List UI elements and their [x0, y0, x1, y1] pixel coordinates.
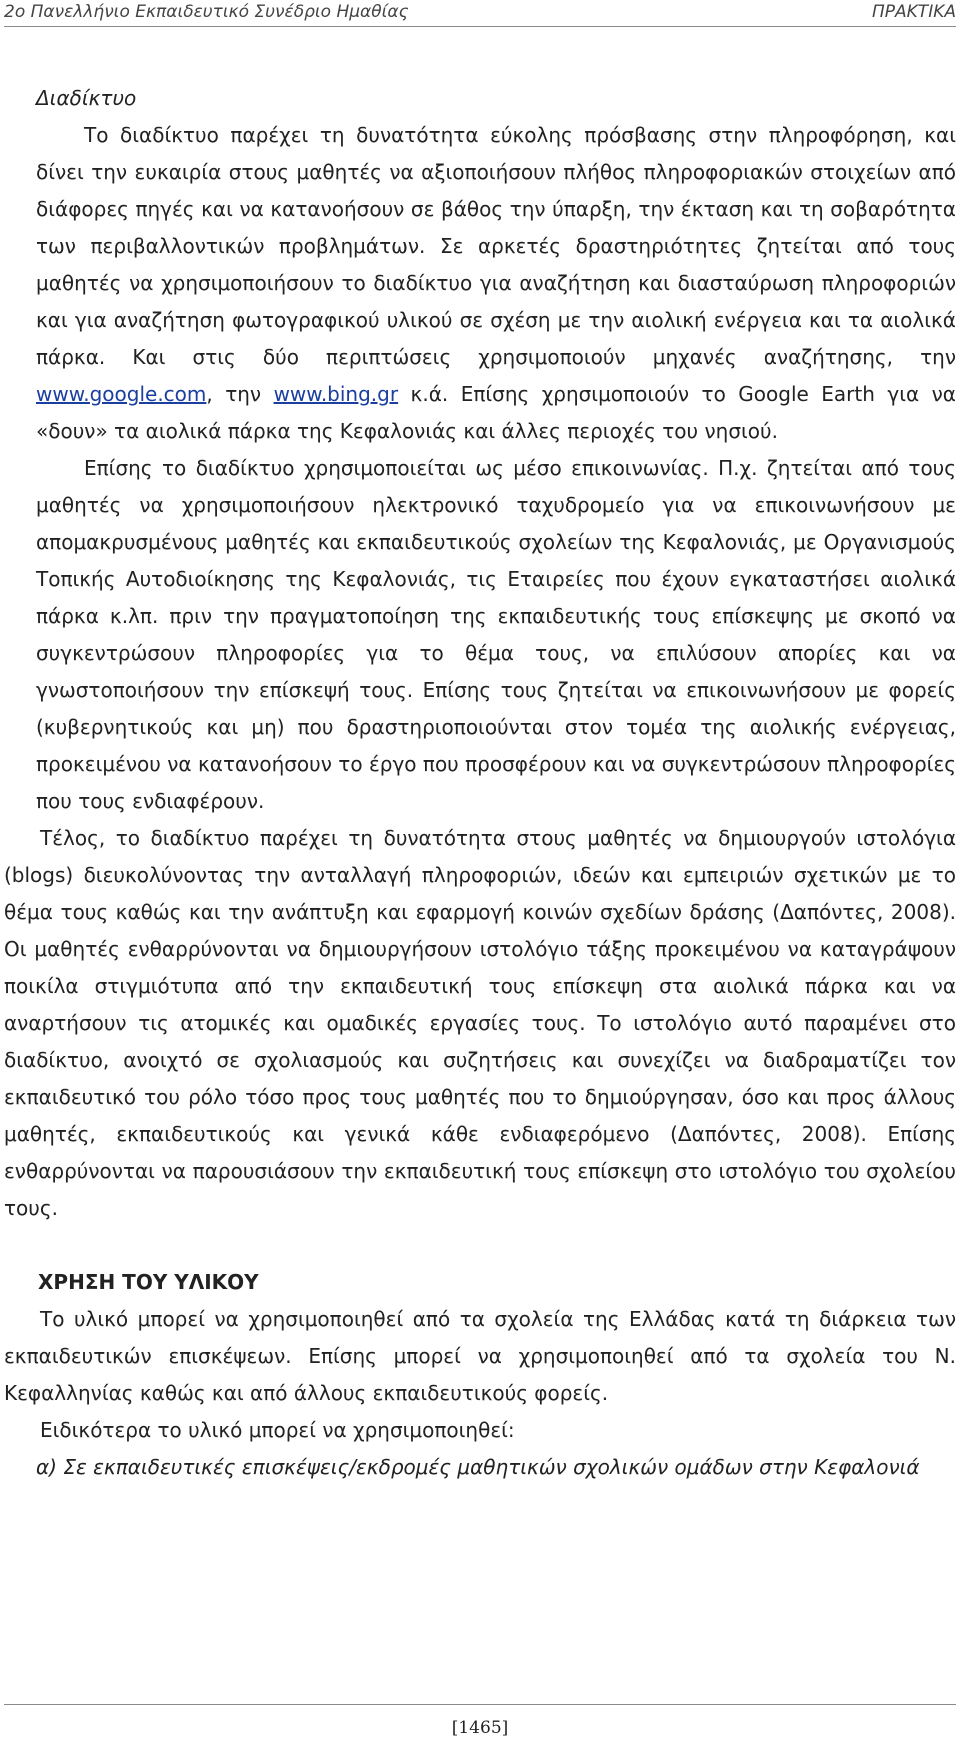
- google-link[interactable]: www.google.com: [36, 382, 207, 406]
- paragraph-internet-access: [36, 117, 956, 450]
- footer-rule: [4, 1704, 956, 1705]
- proceedings-label: ΠΡΑΚΤΙΚΑ: [872, 2, 956, 22]
- paragraph-specifically: Ειδικότερα το υλικό μπορεί να χρησιμοποιηθεί:: [40, 1418, 515, 1442]
- document-body: [4, 80, 956, 1486]
- spacer: [4, 1227, 956, 1264]
- paragraph-text: κ.ά. Επίσης χρησιμοποιούν το Google Earth για να «δουν» τα αιολικά πάρκα της Κεφαλονιάς και άλλες περιοχές του νησιού.: [36, 382, 956, 443]
- paragraph-communication: Επίσης το διαδίκτυο χρησιμοποιείται ως μέσο επικοινωνίας. Π.χ. ζητείται από τους μαθητές να χρησιμοποιήσουν ηλεκτρονικό ταχυδρομείο για να επικοινωνήσουν με απομακρυσμένους μαθητές και εκπαιδευτικούς σχολείων της Κεφαλονιάς, με Οργανισμούς Τοπικής Αυτοδιοίκησης της Κεφαλονιάς, τις Εταιρείες που έχουν εγκαταστήσει αιολικά πάρκα κ.λπ. πριν την πραγματοποίηση της εκπαιδευτικής τους επίσκεψης με σκοπό να συγκεντρώσουν πληροφορίες για το θέμα τους, να επιλύσουν απορίες και να γνωστοποιήσουν την επίσκεψή τους. Επίσης τους ζητείται να επικοινωνήσουν με φορείς (κυβερνητικούς και μη) που δραστηριοποιούνται στον τομέα της αιολικής ενέργειας, προκειμένου να κατανοήσουν το έργο που προσφέρουν και να συγκεντρώσουν πληροφορίες που τους ενδιαφέρουν.: [36, 456, 956, 813]
- conference-title: 2ο Πανελλήνιο Εκπαιδευτικό Συνέδριο Ημαθίας: [4, 2, 409, 22]
- page-number: [1465]: [451, 1718, 509, 1738]
- paragraph-text: , την: [206, 382, 274, 406]
- paragraph-material-use: Το υλικό μπορεί να χρησιμοποιηθεί από τα σχολεία της Ελλάδας κατά τη διάρκεια των εκπαιδευτικών επισκέψεων. Επίσης μπορεί να χρησιμοποιηθεί από τα σχολεία του Ν. Κεφαλληνίας καθώς και από άλλους εκπαιδευτικούς φορείς.: [4, 1307, 956, 1405]
- paragraph-text: Το διαδίκτυο παρέχει τη δυνατότητα εύκολης πρόσβασης στην πληροφόρηση, και δίνει την ευκαιρία στους μαθητές να αξιοποιήσουν πλήθος πληροφοριακών στοιχείων από διάφορες πηγές και να κατανοήσουν σε βάθος την ύπαρξη, την έκταση και τη σοβαρότητα των περιβαλλοντικών προβλημάτων. Σε αρκετές δραστηριότητες ζητείται από τους μαθητές να χρησιμοποιήσουν το διαδίκτυο για αναζήτηση και διασταύρωση πληροφοριών και για αναζήτηση φωτογραφικού υλικού σε σχέση με την αιολική ενέργεια και τα αιολικά πάρκα. Και στις δύο περιπτώσεις χρησιμοποιούν μηχανές αναζήτησης, την: [36, 123, 956, 369]
- section-heading-material-use: ΧΡΗΣΗ ΤΟΥ ΥΛΙΚΟΥ: [38, 1270, 259, 1294]
- list-item-a: α) Σε εκπαιδευτικές επισκέψεις/εκδρομές μαθητικών σχολικών ομάδων στην Κεφαλονιά: [36, 1455, 920, 1479]
- section-title-internet: Διαδίκτυο: [36, 86, 137, 110]
- bing-link[interactable]: www.bing.gr: [273, 382, 399, 406]
- header-rule: [4, 26, 956, 27]
- page-header: [0, 0, 960, 28]
- paragraph-blogs: Τέλος, το διαδίκτυο παρέχει τη δυνατότητα στους μαθητές να δημιουργούν ιστολόγια (blogs) διευκολύνοντας την ανταλλαγή πληροφοριών, ιδεών και εμπειριών σχετικών με το θέμα τους καθώς και την ανάπτυξη και εφαρμογή κοινών σχεδίων δράσης (Δαπόντες, 2008). Οι μαθητές ενθαρρύνονται να δημιουργήσουν ιστολόγιο τάξης προκειμένου να καταγράψουν ποικίλα στιγμιότυπα από την εκπαιδευτική τους επίσκεψη στα αιολικά πάρκα και να αναρτήσουν τις ατομικές και ομαδικές εργασίες τους. Το ιστολόγιο αυτό παραμένει στο διαδίκτυο, ανοιχτό σε σχολιασμούς και συζητήσεις και συνεχίζει να διαδραματίζει τον εκπαιδευτικό του ρόλο τόσο προς τους μαθητές που το δημιούργησαν, όσο και προς άλλους μαθητές, εκπαιδευτικούς και γενικά κάθε ενδιαφερόμενο (Δαπόντες, 2008). Επίσης ενθαρρύνονται να παρουσιάσουν την εκπαιδευτική τους επίσκεψη στο ιστολόγιο του σχολείου τους.: [4, 826, 956, 1220]
